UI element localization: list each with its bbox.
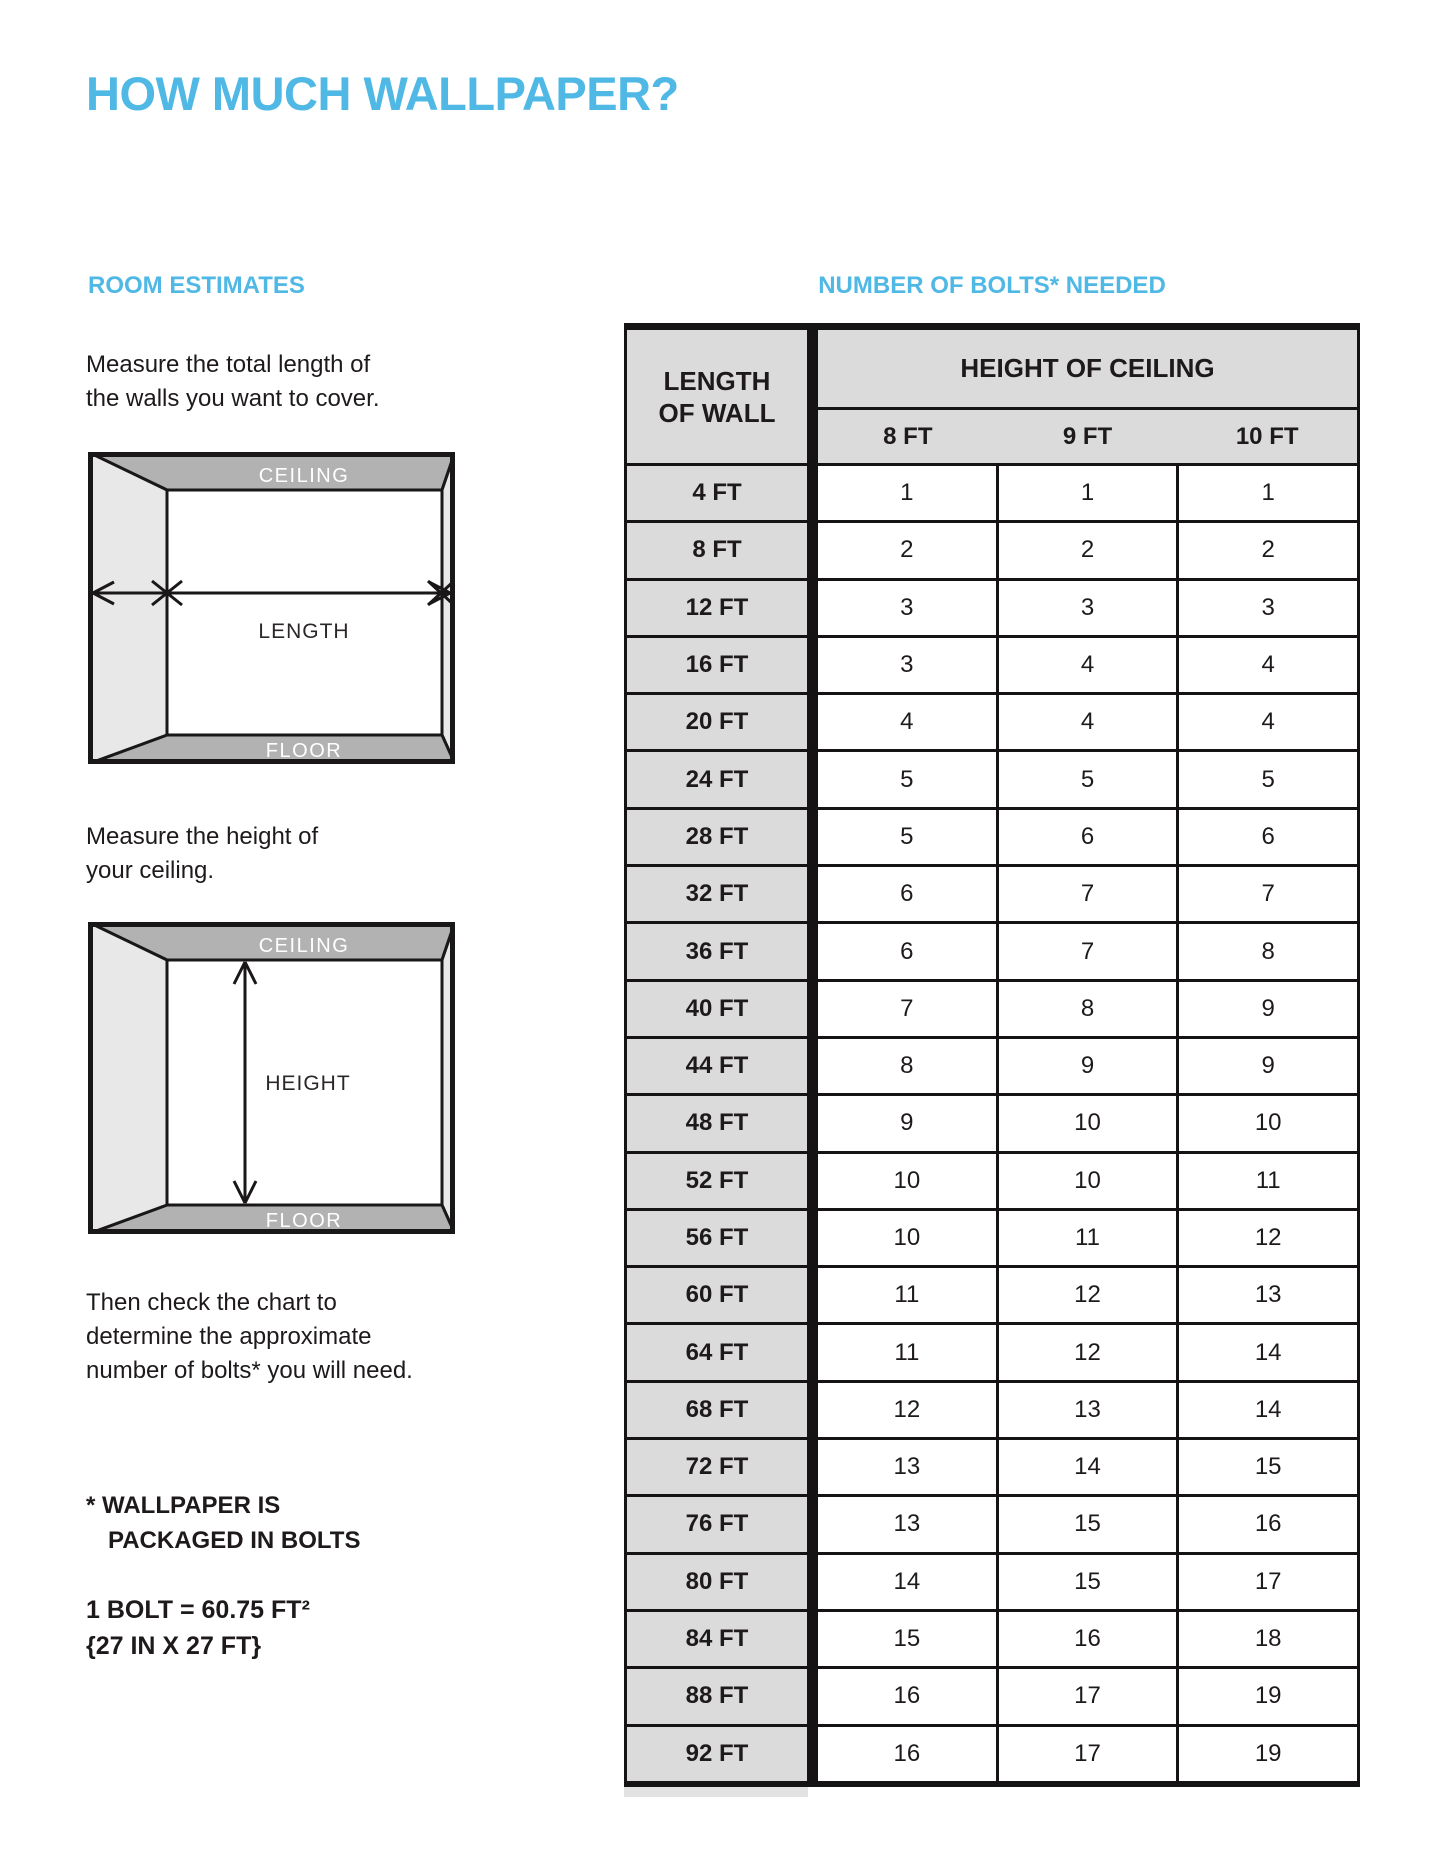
table-row bbox=[624, 921, 1360, 978]
bolt-count-cell: 12 bbox=[996, 1268, 1177, 1322]
bolt-count-cell: 17 bbox=[996, 1727, 1177, 1781]
bolt-count-cell: 7 bbox=[996, 924, 1177, 978]
bolt-count-cell: 7 bbox=[996, 867, 1177, 921]
table-row bbox=[624, 1208, 1360, 1265]
floor-label: FLOOR bbox=[265, 740, 343, 762]
bolt-count-cell: 10 bbox=[996, 1096, 1177, 1150]
bolt-count-cell: 10 bbox=[818, 1154, 996, 1208]
bolt-count-cell: 12 bbox=[996, 1325, 1177, 1379]
bolt-count-cell: 2 bbox=[1176, 523, 1360, 577]
bolt-count-cell: 15 bbox=[996, 1497, 1177, 1551]
bolt-count-cell: 11 bbox=[996, 1211, 1177, 1265]
table-row bbox=[624, 1380, 1360, 1437]
bolt-count-cell: 9 bbox=[1176, 1039, 1360, 1093]
table-row bbox=[624, 1265, 1360, 1322]
table-row bbox=[624, 1494, 1360, 1551]
table-top-border bbox=[624, 323, 1360, 330]
table-row bbox=[624, 520, 1360, 577]
column-divider bbox=[807, 752, 818, 806]
row-header-line2: OF WALL bbox=[658, 397, 776, 428]
height-label: HEIGHT bbox=[265, 1072, 351, 1095]
table-row bbox=[624, 1036, 1360, 1093]
wall-length-cell: 76 FT bbox=[624, 1497, 807, 1551]
bolt-count-cell: 9 bbox=[818, 1096, 996, 1150]
step3-line3: number of bolts* you will need. bbox=[86, 1357, 413, 1384]
column-divider bbox=[807, 810, 818, 864]
table-row bbox=[624, 578, 1360, 635]
wall-length-cell: 16 FT bbox=[624, 638, 807, 692]
step1-line2: the walls you want to cover. bbox=[86, 385, 380, 412]
bolt-count-cell: 5 bbox=[1176, 752, 1360, 806]
bolt-count-cell: 11 bbox=[818, 1268, 996, 1322]
bolt-count-cell: 12 bbox=[1176, 1211, 1360, 1265]
back-wall-surface bbox=[167, 490, 442, 735]
column-divider bbox=[807, 1096, 818, 1150]
left-wall-surface bbox=[88, 922, 167, 1234]
bolt-count-cell: 8 bbox=[996, 982, 1177, 1036]
col-header-8ft: 8 FT bbox=[883, 422, 933, 450]
table-row bbox=[624, 864, 1360, 921]
bolt-count-cell: 14 bbox=[818, 1555, 996, 1609]
bolt-count-cell: 10 bbox=[818, 1211, 996, 1265]
column-divider bbox=[807, 867, 818, 921]
column-divider bbox=[807, 1555, 818, 1609]
bolt-count-cell: 4 bbox=[996, 638, 1177, 692]
column-divider bbox=[807, 1612, 818, 1666]
bolt-count-cell: 15 bbox=[996, 1555, 1177, 1609]
bolt-count-cell: 16 bbox=[818, 1669, 996, 1723]
table-row bbox=[624, 807, 1360, 864]
wall-length-cell: 52 FT bbox=[624, 1154, 807, 1208]
wall-length-cell: 92 FT bbox=[624, 1727, 807, 1781]
step1-line1: Measure the total length of bbox=[86, 351, 371, 378]
bolt-count-cell: 14 bbox=[1176, 1325, 1360, 1379]
left-wall-surface bbox=[88, 452, 167, 764]
bolt-count-cell: 6 bbox=[818, 924, 996, 978]
wall-length-cell: 32 FT bbox=[624, 867, 807, 921]
length-label: LENGTH bbox=[258, 620, 350, 643]
bolt-count-cell: 10 bbox=[1176, 1096, 1360, 1150]
bolt-count-cell: 12 bbox=[818, 1383, 996, 1437]
bolts-footnote bbox=[86, 1488, 360, 1558]
bolt-count-cell: 16 bbox=[818, 1727, 996, 1781]
step3-line1: Then check the chart to bbox=[86, 1289, 337, 1316]
column-divider bbox=[807, 466, 818, 520]
bolt-count-cell: 13 bbox=[996, 1383, 1177, 1437]
bolt-count-cell: 13 bbox=[1176, 1268, 1360, 1322]
wall-length-cell: 28 FT bbox=[624, 810, 807, 864]
bolt-count-cell: 18 bbox=[1176, 1612, 1360, 1666]
table-row bbox=[624, 979, 1360, 1036]
bolt-count-cell: 1 bbox=[818, 466, 996, 520]
wall-length-cell: 12 FT bbox=[624, 581, 807, 635]
step3-line2: determine the approximate bbox=[86, 1323, 372, 1350]
bolt-count-cell: 6 bbox=[996, 810, 1177, 864]
bolt-count-cell: 14 bbox=[996, 1440, 1177, 1494]
row-header-line1: LENGTH bbox=[663, 365, 771, 396]
column-divider bbox=[807, 1669, 818, 1723]
bolt-count-cell: 5 bbox=[818, 752, 996, 806]
bolt-count-cell: 4 bbox=[818, 695, 996, 749]
bolt-count-cell: 7 bbox=[818, 982, 996, 1036]
step2-line2: your ceiling. bbox=[86, 857, 215, 884]
bolt-count-cell: 8 bbox=[1176, 924, 1360, 978]
column-divider bbox=[807, 695, 818, 749]
bolt-count-cell: 6 bbox=[1176, 810, 1360, 864]
bolt-count-cell: 1 bbox=[1176, 466, 1360, 520]
wall-length-cell: 44 FT bbox=[624, 1039, 807, 1093]
wall-length-cell: 60 FT bbox=[624, 1268, 807, 1322]
table-row bbox=[624, 635, 1360, 692]
column-divider bbox=[807, 1440, 818, 1494]
column-divider bbox=[807, 1039, 818, 1093]
footnote-line2: PACKAGED IN BOLTS bbox=[108, 1527, 361, 1554]
table-row bbox=[624, 463, 1360, 520]
bolt-count-cell: 13 bbox=[818, 1440, 996, 1494]
column-divider bbox=[807, 1325, 818, 1379]
col-header-10ft: 10 FT bbox=[1235, 422, 1299, 450]
bolt-count-cell: 5 bbox=[996, 752, 1177, 806]
bolt-count-cell: 16 bbox=[1176, 1497, 1360, 1551]
col-header-9ft: 9 FT bbox=[1062, 422, 1113, 450]
wall-length-cell: 84 FT bbox=[624, 1612, 807, 1666]
column-divider bbox=[807, 1154, 818, 1208]
ceiling-height-diagram bbox=[88, 922, 455, 1234]
bolt-count-cell: 4 bbox=[1176, 695, 1360, 749]
bolt-count-cell: 15 bbox=[818, 1612, 996, 1666]
wall-length-cell: 4 FT bbox=[624, 466, 807, 520]
page-title: HOW MUCH WALLPAPER? bbox=[86, 67, 679, 120]
column-divider bbox=[807, 1383, 818, 1437]
column-divider bbox=[807, 638, 818, 692]
table-row bbox=[624, 1666, 1360, 1723]
ceiling-label: CEILING bbox=[258, 465, 350, 487]
bolts-needed-table bbox=[624, 323, 1360, 1797]
wall-length-cell: 8 FT bbox=[624, 523, 807, 577]
bolt-equation bbox=[86, 1592, 310, 1664]
subheader-row bbox=[818, 410, 1357, 463]
equation-line1: 1 BOLT = 60.75 FT² bbox=[86, 1596, 310, 1624]
wall-length-cell: 56 FT bbox=[624, 1211, 807, 1265]
column-divider bbox=[807, 1211, 818, 1265]
bolt-count-cell: 14 bbox=[1176, 1383, 1360, 1437]
wall-length-cell: 24 FT bbox=[624, 752, 807, 806]
equation-line2: {27 IN X 27 FT} bbox=[86, 1632, 262, 1660]
table-row bbox=[624, 1437, 1360, 1494]
floor-label: FLOOR bbox=[265, 1210, 343, 1232]
table-footer-stub bbox=[624, 1787, 808, 1797]
table-row bbox=[624, 1093, 1360, 1150]
bolt-count-cell: 1 bbox=[996, 466, 1177, 520]
column-divider bbox=[807, 924, 818, 978]
bolt-count-cell: 8 bbox=[818, 1039, 996, 1093]
wall-length-cell: 20 FT bbox=[624, 695, 807, 749]
wall-length-cell: 88 FT bbox=[624, 1669, 807, 1723]
bolt-count-cell: 2 bbox=[996, 523, 1177, 577]
wall-length-cell: 80 FT bbox=[624, 1555, 807, 1609]
column-divider bbox=[807, 1727, 818, 1781]
bolt-count-cell: 9 bbox=[996, 1039, 1177, 1093]
bolt-count-cell: 3 bbox=[996, 581, 1177, 635]
table-row bbox=[624, 1322, 1360, 1379]
column-divider bbox=[807, 982, 818, 1036]
wall-length-cell: 48 FT bbox=[624, 1096, 807, 1150]
bolt-count-cell: 5 bbox=[818, 810, 996, 864]
wall-length-cell: 72 FT bbox=[624, 1440, 807, 1494]
table-row bbox=[624, 1609, 1360, 1666]
table-header bbox=[624, 330, 1360, 463]
span-header-cell: HEIGHT OF CEILING bbox=[818, 330, 1357, 407]
step2-line1: Measure the height of bbox=[86, 823, 319, 850]
bolt-count-cell: 2 bbox=[818, 523, 996, 577]
room-length-diagram bbox=[88, 452, 455, 764]
bolt-count-cell: 9 bbox=[1176, 982, 1360, 1036]
bolt-count-cell: 11 bbox=[1176, 1154, 1360, 1208]
bolt-count-cell: 7 bbox=[1176, 867, 1360, 921]
wall-length-cell: 40 FT bbox=[624, 982, 807, 1036]
table-rows bbox=[624, 463, 1360, 1781]
column-divider bbox=[807, 1497, 818, 1551]
column-divider bbox=[807, 581, 818, 635]
bolt-count-cell: 13 bbox=[818, 1497, 996, 1551]
bolt-count-cell: 19 bbox=[1176, 1669, 1360, 1723]
header-right-section bbox=[818, 330, 1360, 463]
footnote-line1: * WALLPAPER IS bbox=[86, 1492, 281, 1519]
bolt-count-cell: 3 bbox=[1176, 581, 1360, 635]
table-row bbox=[624, 1552, 1360, 1609]
row-header-cell bbox=[624, 330, 807, 463]
table-row bbox=[624, 692, 1360, 749]
bolt-count-cell: 11 bbox=[818, 1325, 996, 1379]
bolt-count-cell: 17 bbox=[996, 1669, 1177, 1723]
bolt-count-cell: 4 bbox=[1176, 638, 1360, 692]
bolt-count-cell: 4 bbox=[996, 695, 1177, 749]
table-row bbox=[624, 749, 1360, 806]
step1-instruction bbox=[86, 348, 379, 416]
bolt-count-cell: 19 bbox=[1176, 1727, 1360, 1781]
table-row bbox=[624, 1724, 1360, 1781]
bolt-count-cell: 17 bbox=[1176, 1555, 1360, 1609]
step3-instruction bbox=[86, 1286, 413, 1388]
wall-length-cell: 68 FT bbox=[624, 1383, 807, 1437]
step2-instruction bbox=[86, 820, 318, 888]
bolt-count-cell: 3 bbox=[818, 638, 996, 692]
bolts-needed-heading: NUMBER OF BOLTS* NEEDED bbox=[818, 272, 1166, 299]
column-divider bbox=[807, 1268, 818, 1322]
wall-length-cell: 36 FT bbox=[624, 924, 807, 978]
bolt-count-cell: 10 bbox=[996, 1154, 1177, 1208]
bolt-count-cell: 16 bbox=[996, 1612, 1177, 1666]
column-divider bbox=[807, 330, 818, 463]
ceiling-label: CEILING bbox=[258, 935, 350, 957]
table-row bbox=[624, 1151, 1360, 1208]
bolt-count-cell: 3 bbox=[818, 581, 996, 635]
bolt-count-cell: 6 bbox=[818, 867, 996, 921]
column-divider bbox=[807, 523, 818, 577]
bolt-count-cell: 15 bbox=[1176, 1440, 1360, 1494]
wall-length-cell: 64 FT bbox=[624, 1325, 807, 1379]
room-estimates-heading: ROOM ESTIMATES bbox=[88, 272, 305, 299]
